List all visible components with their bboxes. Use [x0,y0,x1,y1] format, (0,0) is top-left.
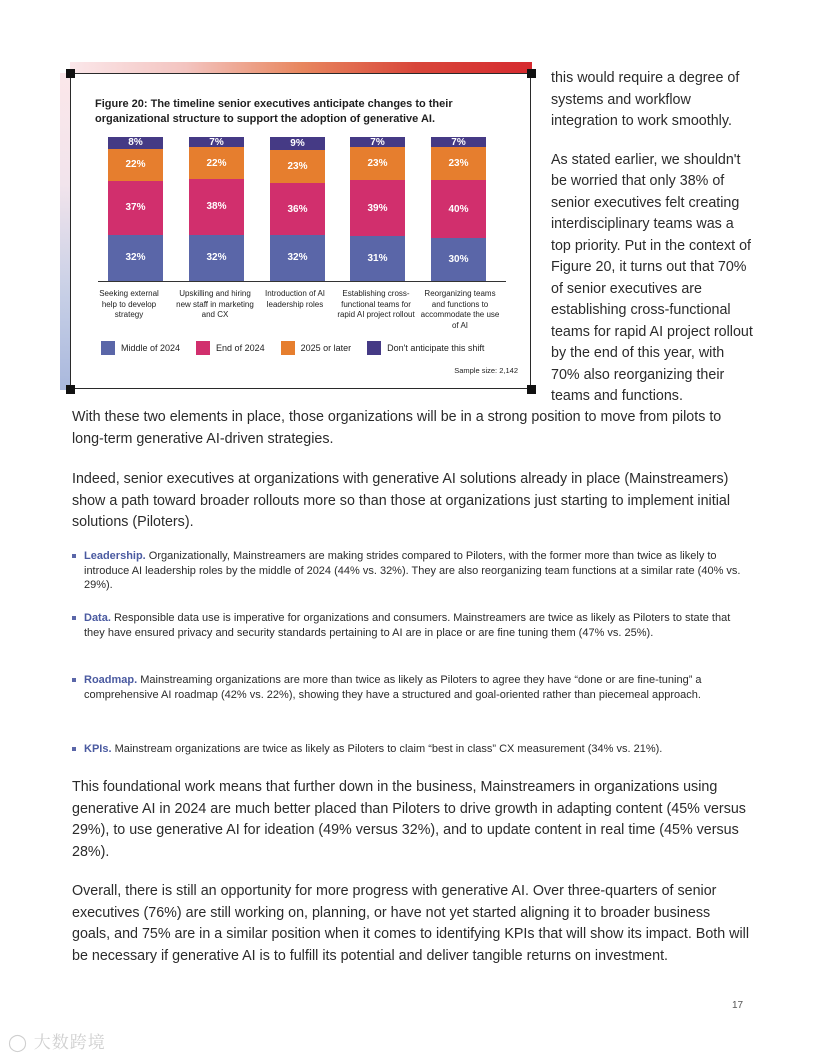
legend-swatch [101,341,115,355]
segment-2025-later: 22% [189,147,244,179]
legend-label: Middle of 2024 [121,343,181,353]
segment-end-2024: 38% [189,179,244,234]
legend-item-end-2024 [196,341,265,355]
x-axis-line [98,281,506,282]
segment-dont-anticipate: 9% [270,137,325,150]
bullet-roadmap [72,673,752,702]
segment-2025-later: 23% [270,150,325,183]
paragraph-text: This foundational work means that further down in the business, Mainstreamers in organizations using generative AI in 2024 are much better placed than Piloters to drive growth in adapting content (45% versus 29%), to use generative AI for ideation (49% versus 32%), and to update content in real time (45% versus 28%). [72,779,746,860]
bullet-lead: KPIs. [84,743,112,755]
bullet-text: Responsible data use is imperative for organizations and consumers. Mainstreamers are twice as likely as Piloters to state that they have ensured privacy and security standards pertaining to AI are in place or are fine tuning them (47% vs. 25%). [84,612,731,639]
watermark-text: 大数跨境 [33,1033,106,1052]
segment-dont-anticipate: 7% [189,137,244,147]
frame-gradient-left [60,73,70,390]
frame-corner-bottom-left [66,385,75,394]
segment-middle-2024: 30% [431,238,486,281]
side-paragraph: As stated earlier, we shouldn't be worried that only 38% of senior executives felt creating interdisciplinary teams was a top priority. Put in the context of Figure 20, it turns out that 70% of senior executives are establishing cross-functional teams for rapid AI project rollout by the end of this year, with 70% also reorganizing their teams and functions. [551,151,753,404]
sample-size-note: Sample size: 2,142 [454,366,518,375]
frame-corner-top-left [66,69,75,78]
side-column-text [551,68,756,425]
bullet-lead: Data. [84,612,111,624]
category-label: Seeking external help to develop strategy [99,289,159,319]
legend-label: Don't anticipate this shift [387,343,485,353]
figure-title: Figure 20: The timeline senior executives anticipate changes to their organizational structure to support the adoption of generative AI. [95,98,453,125]
bar-cross-functional-teams [350,137,405,281]
bullet-text: Mainstream organizations are twice as likely as Piloters to claim “best in class” CX measurement (34% vs. 21%). [111,743,663,755]
segment-dont-anticipate: 7% [350,137,405,147]
bar-upskilling-hiring [189,137,244,281]
body-paragraph [72,777,752,863]
bullet-kpis [72,742,752,757]
paragraph-text: With these two elements in place, those organizations will be in a strong position to move from pilots to long-term generative AI-driven strategies. [72,409,722,447]
segment-2025-later: 23% [431,147,486,180]
category-label: Reorganizing teams and functions to accommodate the use of AI [420,289,500,330]
paragraph-text: Indeed, senior executives at organizations with generative AI solutions already in place (Mainstreamers) show a path toward broader rollouts more so than those at organizations just starting to implement initial solutions (Piloters). [72,471,731,530]
bar-seeking-external-help [108,137,163,281]
legend-swatch [281,341,295,355]
legend-item-dont-anticipate [367,341,484,355]
bullet-text: Mainstreaming organizations are more than twice as likely as Piloters to agree they have “done or are fine-tuning” a comprehensive AI roadmap (42% vs. 22%), showing they have a structured and goal-oriented rather than piecemeal approach. [84,674,702,701]
category-label: Introduction of AI leadership roles [264,289,326,309]
legend-label: End of 2024 [216,343,265,353]
segment-dont-anticipate: 7% [431,137,486,147]
segment-2025-later: 23% [350,147,405,180]
bullet-square-icon [72,747,76,751]
frame-gradient-top [70,62,532,73]
frame-corner-top-right [527,69,536,78]
frame-corner-bottom-right [527,385,536,394]
bullet-square-icon [72,678,76,682]
category-label: Establishing cross-functional teams for rapid AI project rollout [337,289,415,319]
watermark [8,1028,106,1053]
segment-middle-2024: 31% [350,236,405,281]
legend-label: 2025 or later [300,343,352,353]
segment-middle-2024: 32% [270,235,325,281]
bullet-lead: Roadmap. [84,674,138,686]
legend-swatch [196,341,210,355]
segment-end-2024: 39% [350,180,405,236]
segment-2025-later: 22% [108,149,163,181]
paragraph-text: Overall, there is still an opportunity for more progress with generative AI. Over three-quarters of senior executives (76%) are still working on, planning, or have not yet started aligning it to broader business goals, and 75% are in a similar position when it comes to identifying KPIs that will show its impact. Both will be necessary if generative AI is to fulfill its potential and deliver tangible returns on investment. [72,883,750,964]
segment-middle-2024: 32% [189,235,244,282]
segment-dont-anticipate: 8% [108,137,163,149]
segment-end-2024: 40% [431,180,486,238]
body-paragraph [72,407,752,450]
segment-end-2024: 36% [270,183,325,235]
side-paragraph: this would require a degree of systems and workflow integration to work smoothly. [551,70,740,129]
legend-item-2025-later [281,341,352,355]
body-paragraph [72,469,752,534]
legend-swatch [367,341,381,355]
segment-middle-2024: 32% [108,235,163,282]
bullet-square-icon [72,616,76,620]
bullet-leadership [72,549,752,593]
watermark-logo-icon: ◯ [8,1033,29,1052]
bullet-data [72,611,752,640]
category-label: Upskilling and hiring new staff in marketing and CX [176,289,254,319]
bullet-lead: Leadership. [84,550,146,562]
bullet-square-icon [72,554,76,558]
bar-ai-leadership-roles [270,137,325,281]
chart-legend [101,341,500,355]
body-paragraph [72,881,752,967]
segment-end-2024: 37% [108,181,163,235]
legend-item-middle-2024 [101,341,180,355]
bar-reorganizing-teams [431,137,486,281]
bullet-text: Organizationally, Mainstreamers are making strides compared to Piloters, with the former more than twice as likely to introduce AI leadership roles by the middle of 2024 (44% vs. 32%). They are also reorganizing team functions at a similar rate (40% vs. 29%). [84,550,741,591]
page-number: 17 [732,1000,744,1011]
